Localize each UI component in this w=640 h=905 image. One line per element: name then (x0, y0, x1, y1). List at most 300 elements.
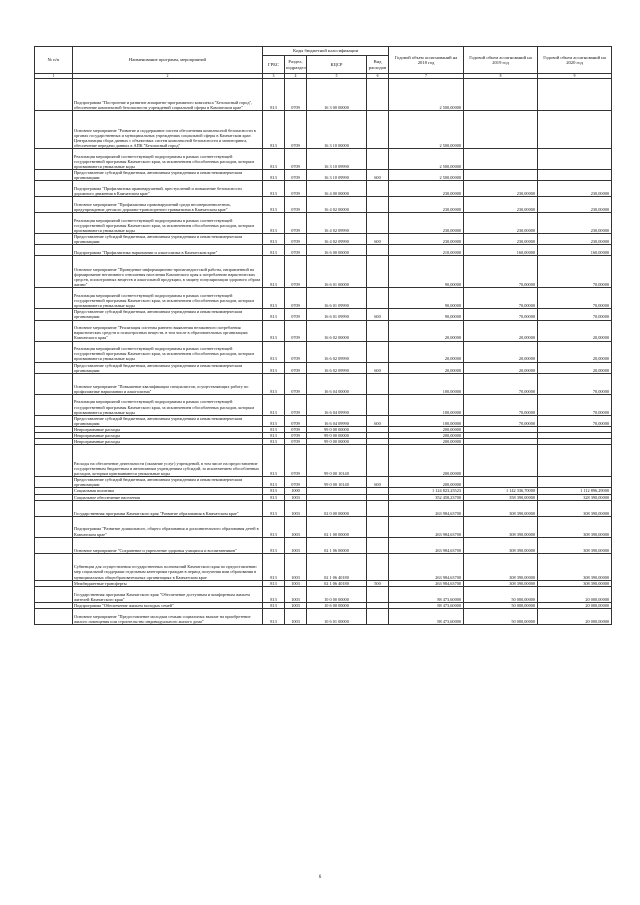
row-2020-cell (538, 170, 612, 181)
row-vr-cell (367, 320, 389, 341)
row-name-cell: Основное мероприятие "Развитие и поддержание систем обеспечения комплексной безопасности в органах государственных и муниципальных учреждениях социальной сферы в Камчатском крае. Централизация сбора данных с объектовых систем комплексной безопасности и мониторинга, обеспечение передачи данных в АПК "Безопасный город" (73, 111, 263, 149)
col-group-header: Коды бюджетной классификации (263, 47, 389, 56)
row-2018-cell: 90,00000 (389, 309, 464, 320)
row-2019-cell: 1 142 336,70000 (464, 488, 538, 494)
row-vr-cell (367, 288, 389, 309)
row-razdel-cell: 1003 (285, 516, 307, 537)
row-csr-cell: 10 0 00 00000 (307, 586, 367, 602)
row-number-cell (35, 149, 73, 170)
row-csr-cell: 02 1 00 00000 (307, 516, 367, 537)
row-razdel-cell: 1003 (285, 586, 307, 602)
table-row (35, 537, 612, 553)
table-row (35, 320, 612, 341)
col-grbs-header: ГРБС (263, 56, 285, 74)
row-2019-cell: 308 390,00000 (464, 580, 538, 586)
row-2018-cell: 90,00000 (389, 256, 464, 288)
row-vr-cell: 600 (367, 234, 389, 245)
row-2020-cell: 328 390,00000 (538, 494, 612, 500)
row-2018-cell: 230,00000 (389, 234, 464, 245)
row-razdel-cell: 0709 (285, 445, 307, 477)
table-row (35, 170, 612, 181)
row-2019-cell: 160,00000 (464, 245, 538, 256)
col-2019-header: Годовой объем ассигнований на 2019 год (464, 47, 538, 74)
row-2020-cell: 20 000,00000 (538, 608, 612, 624)
row-grbs-cell: 813 (263, 500, 285, 516)
row-razdel-cell: 0709 (285, 149, 307, 170)
row-vr-cell: 600 (367, 309, 389, 320)
row-vr-cell (367, 537, 389, 553)
table-row (35, 341, 612, 362)
row-name-cell: Подпрограмма "Построение и развитие аппаратно-программного комплекса "Безопасный город", обеспечение комплексной безопасности учреждений социальной сферы в Камчатском крае" (73, 79, 263, 111)
column-index: 3 (263, 74, 285, 79)
row-2018-cell: 2 500,00000 (389, 149, 464, 170)
row-2018-cell: 2 500,00000 (389, 79, 464, 111)
row-csr-cell: 99 0 00 00000 (307, 439, 367, 445)
row-number-cell (35, 500, 73, 516)
row-csr-cell: 02 1 06 00000 (307, 537, 367, 553)
row-razdel-cell: 0709 (285, 256, 307, 288)
row-csr-cell: 16 4 02 00000 (307, 197, 367, 213)
row-csr-cell: 16 6 01 00000 (307, 256, 367, 288)
page-number: 6 (318, 875, 322, 880)
row-razdel-cell: 0709 (285, 197, 307, 213)
row-csr-cell: 16 6 02 09990 (307, 341, 367, 362)
row-2019-cell: 70,00000 (464, 309, 538, 320)
row-vr-cell (367, 341, 389, 362)
row-2019-cell: 70,00000 (464, 256, 538, 288)
row-grbs-cell: 813 (263, 608, 285, 624)
row-csr-cell: 16 4 00 00000 (307, 181, 367, 197)
row-2020-cell: 308 390,00000 (538, 580, 612, 586)
row-name-cell: Предоставление субсидий бюджетным, автономным учреждениям и иным некоммерческим организациям (73, 362, 263, 373)
row-vr-cell (367, 111, 389, 149)
row-name-cell: Основное мероприятие "Профилактика правонарушений среди несовершеннолетних, предупреждение детского дорожно-транспортного травматизма в Камчатском крае" (73, 197, 263, 213)
row-number-cell (35, 197, 73, 213)
row-vr-cell (367, 79, 389, 111)
row-2020-cell: 70,00000 (538, 256, 612, 288)
column-index: 8 (464, 74, 538, 79)
row-razdel-cell: 1003 (285, 553, 307, 580)
table-row (35, 445, 612, 477)
row-number-cell (35, 170, 73, 181)
row-name-cell: Реализация мероприятий соответствующей подпрограммы в рамках соответствующей государственной программы Камчатского края, за исключением обособленных расходов, которым присваиваются уникальные коды (73, 394, 263, 415)
row-razdel-cell: 0709 (285, 415, 307, 426)
row-2020-cell: 70,00000 (538, 288, 612, 309)
row-grbs-cell: 813 (263, 245, 285, 256)
row-2019-cell: 70,00000 (464, 394, 538, 415)
row-number-cell (35, 234, 73, 245)
row-grbs-cell: 813 (263, 197, 285, 213)
row-2019-cell: 20,00000 (464, 341, 538, 362)
table-row (35, 256, 612, 288)
row-2018-cell: 100,00000 (389, 415, 464, 426)
row-name-cell: Основное мероприятие "Предоставление молодым семьям социальных выплат на приобретение жилого помещения или строительство индивидуального жилого дома" (73, 608, 263, 624)
row-name-cell: Межбюджетные трансферты (73, 580, 263, 586)
row-csr-cell: 99 0 00 00000 (307, 426, 367, 432)
row-vr-cell (367, 213, 389, 234)
row-name-cell: Непрограммные расходы (73, 439, 263, 445)
row-2019-cell (464, 477, 538, 488)
row-2018-cell: 88 473,60000 (389, 602, 464, 608)
row-2019-cell: 230,00000 (464, 197, 538, 213)
row-razdel-cell: 1003 (285, 500, 307, 516)
row-2019-cell: 358 390,00000 (464, 494, 538, 500)
row-name-cell: Предоставление субсидий бюджетным, автономным учреждениям и иным некоммерческим организациям (73, 415, 263, 426)
row-csr-cell: 16 6 01 09990 (307, 288, 367, 309)
row-2019-cell: 230,00000 (464, 181, 538, 197)
row-vr-cell (367, 553, 389, 580)
row-2020-cell: 70,00000 (538, 415, 612, 426)
row-grbs-cell: 813 (263, 537, 285, 553)
row-number-cell (35, 309, 73, 320)
col-2020-header: Годовой объем ассигнований на 2020 год (538, 47, 612, 74)
row-2018-cell: 1 124 823,25523 (389, 488, 464, 494)
row-number-cell (35, 445, 73, 477)
table-row (35, 516, 612, 537)
row-name-cell: Социальная политика (73, 488, 263, 494)
row-vr-cell (367, 256, 389, 288)
row-razdel-cell: 0709 (285, 439, 307, 445)
row-number-cell (35, 256, 73, 288)
row-razdel-cell: 0709 (285, 477, 307, 488)
row-csr-cell: 99 0 00 10140 (307, 445, 367, 477)
row-2019-cell: 70,00000 (464, 415, 538, 426)
row-grbs-cell: 813 (263, 488, 285, 494)
row-vr-cell (367, 181, 389, 197)
row-2020-cell: 20,00000 (538, 341, 612, 362)
row-vr-cell (367, 149, 389, 170)
row-2018-cell: 230,00000 (389, 181, 464, 197)
row-razdel-cell: 0709 (285, 111, 307, 149)
row-grbs-cell: 813 (263, 170, 285, 181)
table-row (35, 149, 612, 170)
row-csr-cell: 16 6 04 09990 (307, 415, 367, 426)
row-grbs-cell: 813 (263, 433, 285, 439)
row-grbs-cell: 813 (263, 320, 285, 341)
row-2018-cell: 20,00000 (389, 362, 464, 373)
row-2018-cell: 230,00000 (389, 213, 464, 234)
row-2020-cell: 308 390,00000 (538, 500, 612, 516)
row-2018-cell: 263 984,63700 (389, 580, 464, 586)
row-csr-cell: 10 6 01 00000 (307, 608, 367, 624)
row-2020-cell (538, 79, 612, 111)
row-name-cell: Подпрограмма "Развитие дошкольного, общего образования и дополнительного образования детей в Камчатском крае" (73, 516, 263, 537)
row-number-cell (35, 213, 73, 234)
row-2018-cell: 2 500,00000 (389, 111, 464, 149)
row-razdel-cell: 1003 (285, 494, 307, 500)
row-2018-cell: 88 473,60000 (389, 586, 464, 602)
row-2018-cell: 200,00000 (389, 426, 464, 432)
row-2020-cell: 308 390,00000 (538, 537, 612, 553)
row-2020-cell: 20,00000 (538, 320, 612, 341)
row-csr-cell: 16 3 10 00000 (307, 111, 367, 149)
table-row (35, 79, 612, 111)
row-number-cell (35, 516, 73, 537)
row-2018-cell: 200,00000 (389, 445, 464, 477)
row-grbs-cell: 813 (263, 553, 285, 580)
row-name-cell: Социальное обеспечение населения (73, 494, 263, 500)
row-razdel-cell: 1003 (285, 608, 307, 624)
row-2019-cell (464, 79, 538, 111)
row-razdel-cell: 0709 (285, 234, 307, 245)
row-name-cell: Непрограммные расходы (73, 433, 263, 439)
row-2019-cell: 70,00000 (464, 288, 538, 309)
table-row (35, 500, 612, 516)
row-2018-cell: 100,00000 (389, 394, 464, 415)
row-grbs-cell: 813 (263, 426, 285, 432)
row-2018-cell: 200,00000 (389, 439, 464, 445)
col-num-header: № п/п (35, 47, 73, 74)
row-2020-cell: 70,00000 (538, 394, 612, 415)
row-vr-cell (367, 586, 389, 602)
row-vr-cell (367, 245, 389, 256)
row-razdel-cell: 0709 (285, 394, 307, 415)
row-2019-cell: 20,00000 (464, 320, 538, 341)
row-csr-cell: 16 6 02 00000 (307, 320, 367, 341)
row-vr-cell (367, 445, 389, 477)
row-name-cell: Реализация мероприятий соответствующей подпрограммы в рамках соответствующей государственной программы Камчатского края, за исключением обособленных расходов, которым присваиваются уникальные коды (73, 288, 263, 309)
row-grbs-cell: 813 (263, 445, 285, 477)
row-2018-cell: 263 984,63700 (389, 537, 464, 553)
row-grbs-cell: 813 (263, 516, 285, 537)
row-2020-cell: 230,00000 (538, 234, 612, 245)
row-vr-cell (367, 394, 389, 415)
row-2018-cell: 263 984,63700 (389, 500, 464, 516)
row-2020-cell: 230,00000 (538, 181, 612, 197)
row-csr-cell: 16 6 02 09990 (307, 362, 367, 373)
row-csr-cell: 16 6 04 00000 (307, 373, 367, 394)
row-razdel-cell: 1003 (285, 580, 307, 586)
row-2019-cell: 230,00000 (464, 213, 538, 234)
column-index: 9 (538, 74, 612, 79)
row-razdel-cell: 0709 (285, 79, 307, 111)
row-number-cell (35, 111, 73, 149)
row-2018-cell: 200,00000 (389, 477, 464, 488)
row-csr-cell: 02 1 06 40180 (307, 580, 367, 586)
row-vr-cell (367, 516, 389, 537)
row-name-cell: Подпрограмма "Профилактика наркомании и алкоголизма в Камчатском крае" (73, 245, 263, 256)
row-name-cell: Реализация мероприятий соответствующей подпрограммы в рамках соответствующей государственной программы Камчатского края, за исключением обособленных расходов, которым присваиваются уникальные коды (73, 341, 263, 362)
table-row (35, 213, 612, 234)
row-name-cell: Подпрограмма "Профилактика правонарушений, преступлений и повышение безопасности дорожного движения в Камчатском крае" (73, 181, 263, 197)
row-grbs-cell: 813 (263, 580, 285, 586)
row-grbs-cell: 813 (263, 288, 285, 309)
row-razdel-cell: 0709 (285, 213, 307, 234)
row-2020-cell (538, 111, 612, 149)
table-row (35, 234, 612, 245)
row-2019-cell: 50 000,00000 (464, 602, 538, 608)
row-2020-cell: 160,00000 (538, 245, 612, 256)
row-grbs-cell: 813 (263, 373, 285, 394)
row-number-cell (35, 537, 73, 553)
row-number-cell (35, 373, 73, 394)
row-2018-cell: 100,00000 (389, 373, 464, 394)
row-grbs-cell: 813 (263, 213, 285, 234)
row-name-cell: Предоставление субсидий бюджетным, автономным учреждениям и иным некоммерческим организациям (73, 170, 263, 181)
row-2018-cell: 352 458,23700 (389, 494, 464, 500)
row-vr-cell: 600 (367, 415, 389, 426)
row-name-cell: Основное мероприятие "Проведение информационно-пропагандистской работы, направленной на формирование негативного отношения населения Камчатского края к потреблению наркотических средств, психотропных веществ и алкогольной продукции, в защиту популяризации здорового образа жизни" (73, 256, 263, 288)
row-2019-cell: 308 390,00000 (464, 537, 538, 553)
row-vr-cell (367, 500, 389, 516)
row-razdel-cell: 1003 (285, 602, 307, 608)
row-number-cell (35, 320, 73, 341)
row-csr-cell: 99 0 00 00000 (307, 433, 367, 439)
row-name-cell: Основное мероприятие "Сохранение и укрепление здоровья учащихся и воспитанников" (73, 537, 263, 553)
row-2020-cell: 20,00000 (538, 362, 612, 373)
column-index: 7 (389, 74, 464, 79)
table-row (35, 586, 612, 602)
col-name-header: Наименование программ, мероприятий (73, 47, 263, 74)
table-row (35, 181, 612, 197)
row-number-cell (35, 553, 73, 580)
row-2020-cell: 230,00000 (538, 213, 612, 234)
row-name-cell: Предоставление субсидий бюджетным, автономным учреждениям и иным некоммерческим организациям (73, 309, 263, 320)
row-grbs-cell: 813 (263, 362, 285, 373)
row-razdel-cell: 0709 (285, 320, 307, 341)
row-2020-cell: 70,00000 (538, 309, 612, 320)
table-row (35, 373, 612, 394)
table-row (35, 608, 612, 624)
row-2020-cell: 308 390,00000 (538, 553, 612, 580)
row-2019-cell: 308 390,00000 (464, 516, 538, 537)
table-row (35, 477, 612, 488)
table-row (35, 245, 612, 256)
row-csr-cell: 16 6 00 00000 (307, 245, 367, 256)
row-razdel-cell: 0709 (285, 181, 307, 197)
row-name-cell: Предоставление субсидий бюджетным, автономным учреждениям и иным некоммерческим организациям (73, 477, 263, 488)
column-index: 5 (307, 74, 367, 79)
row-grbs-cell: 813 (263, 602, 285, 608)
row-grbs-cell: 813 (263, 234, 285, 245)
column-index: 1 (35, 74, 73, 79)
row-2020-cell: 1 112 896,29000 (538, 488, 612, 494)
row-2018-cell: 20,00000 (389, 320, 464, 341)
row-2018-cell: 263 984,63700 (389, 553, 464, 580)
col-csr-header: КЦСР (307, 56, 367, 74)
row-vr-cell (367, 373, 389, 394)
row-csr-cell: 16 4 02 09990 (307, 234, 367, 245)
row-2019-cell (464, 170, 538, 181)
row-2018-cell: 230,00000 (389, 197, 464, 213)
row-csr-cell: 02 1 06 40180 (307, 553, 367, 580)
row-2019-cell: 70,00000 (464, 373, 538, 394)
row-2020-cell: 308 390,00000 (538, 516, 612, 537)
row-2020-cell (538, 477, 612, 488)
row-number-cell (35, 586, 73, 602)
row-number-cell (35, 79, 73, 111)
row-2019-cell: 308 390,00000 (464, 500, 538, 516)
row-grbs-cell: 813 (263, 111, 285, 149)
row-2019-cell: 230,00000 (464, 234, 538, 245)
row-csr-cell: 16 3 10 09990 (307, 170, 367, 181)
row-name-cell: Непрограммные расходы (73, 426, 263, 432)
row-2018-cell: 263 984,63700 (389, 516, 464, 537)
row-grbs-cell: 813 (263, 586, 285, 602)
row-grbs-cell: 813 (263, 477, 285, 488)
row-2020-cell (538, 445, 612, 477)
row-number-cell (35, 477, 73, 488)
row-grbs-cell: 813 (263, 341, 285, 362)
row-2020-cell: 70,00000 (538, 373, 612, 394)
col-2018-header: Годовой объем ассигнований на 2018 год (389, 47, 464, 74)
row-number-cell (35, 288, 73, 309)
row-number-cell (35, 181, 73, 197)
row-2020-cell: 230,00000 (538, 197, 612, 213)
row-csr-cell: 16 6 04 09990 (307, 394, 367, 415)
row-vr-cell: 600 (367, 170, 389, 181)
row-name-cell: Основное мероприятие "Повышение квалификации специалистов, осуществляющих работу по профилактике наркомании и алкоголизма" (73, 373, 263, 394)
row-name-cell: Предоставление субсидий бюджетным, автономным учреждениям и иным некоммерческим организациям (73, 234, 263, 245)
row-razdel-cell: 0709 (285, 426, 307, 432)
row-grbs-cell: 813 (263, 394, 285, 415)
row-razdel-cell: 0709 (285, 373, 307, 394)
row-csr-cell: 16 6 01 09990 (307, 309, 367, 320)
row-csr-cell: 10 6 00 00000 (307, 602, 367, 608)
row-razdel-cell: 0709 (285, 341, 307, 362)
row-grbs-cell: 813 (263, 439, 285, 445)
table-row (35, 394, 612, 415)
row-grbs-cell: 813 (263, 181, 285, 197)
row-2019-cell (464, 111, 538, 149)
row-vr-cell (367, 608, 389, 624)
row-number-cell (35, 341, 73, 362)
row-2020-cell: 20 000,00000 (538, 586, 612, 602)
row-grbs-cell: 813 (263, 415, 285, 426)
row-csr-cell: 99 0 00 10140 (307, 477, 367, 488)
row-grbs-cell: 813 (263, 149, 285, 170)
row-vr-cell: 600 (367, 362, 389, 373)
row-2018-cell: 2 500,00000 (389, 170, 464, 181)
row-2018-cell: 20,00000 (389, 341, 464, 362)
row-2018-cell: 210,00000 (389, 245, 464, 256)
row-grbs-cell: 813 (263, 256, 285, 288)
row-csr-cell: 02 0 00 00000 (307, 500, 367, 516)
row-2019-cell: 20,00000 (464, 362, 538, 373)
row-2018-cell: 88 473,60000 (389, 608, 464, 624)
row-name-cell: Государственная программа Камчатского края "Развитие образования в Камчатском крае" (73, 500, 263, 516)
row-grbs-cell: 813 (263, 79, 285, 111)
row-grbs-cell: 813 (263, 494, 285, 500)
row-razdel-cell: 0709 (285, 309, 307, 320)
row-name-cell: Реализация мероприятий соответствующей подпрограммы в рамках соответствующей государственной программы Камчатского края, за исключением обособленных расходов, которым присваиваются уникальные коды (73, 213, 263, 234)
table-row (35, 309, 612, 320)
table-row (35, 553, 612, 580)
row-razdel-cell: 1003 (285, 537, 307, 553)
row-razdel-cell: 0709 (285, 433, 307, 439)
row-razdel-cell: 0709 (285, 170, 307, 181)
row-number-cell (35, 415, 73, 426)
row-name-cell: Расходы на обеспечение деятельности (оказание услуг) учреждений, в том числе на предоставление государственным бюджетным и автономным учреждениям субсидий, за исключением обособленных расходов, которым присваиваются уникальные коды (73, 445, 263, 477)
table-row (35, 415, 612, 426)
table-row (35, 362, 612, 373)
column-index: 2 (73, 74, 263, 79)
row-number-cell (35, 608, 73, 624)
row-2018-cell: 90,00000 (389, 288, 464, 309)
row-2019-cell: 308 390,00000 (464, 553, 538, 580)
row-razdel-cell: 0709 (285, 362, 307, 373)
row-vr-cell (367, 197, 389, 213)
column-index: 4 (285, 74, 307, 79)
row-2020-cell: 20 000,00000 (538, 602, 612, 608)
row-grbs-cell: 813 (263, 309, 285, 320)
row-2020-cell (538, 149, 612, 170)
row-name-cell: Основное мероприятие "Реализация системы раннего выявления незаконного потребления наркотических средств и психотропных веществ, в том числе в образовательных организациях Камчатского края" (73, 320, 263, 341)
column-index: 6 (367, 74, 389, 79)
row-vr-cell: 500 (367, 580, 389, 586)
row-name-cell: Субвенции для осуществления государственных полномочий Камчатского края по предоставлению мер социальной поддержки отдельным категориям граждан в период получения ими образования в муниципальных общеобразовательных организациях в Камчатском крае (73, 553, 263, 580)
row-csr-cell: 16 3 00 00000 (307, 79, 367, 111)
